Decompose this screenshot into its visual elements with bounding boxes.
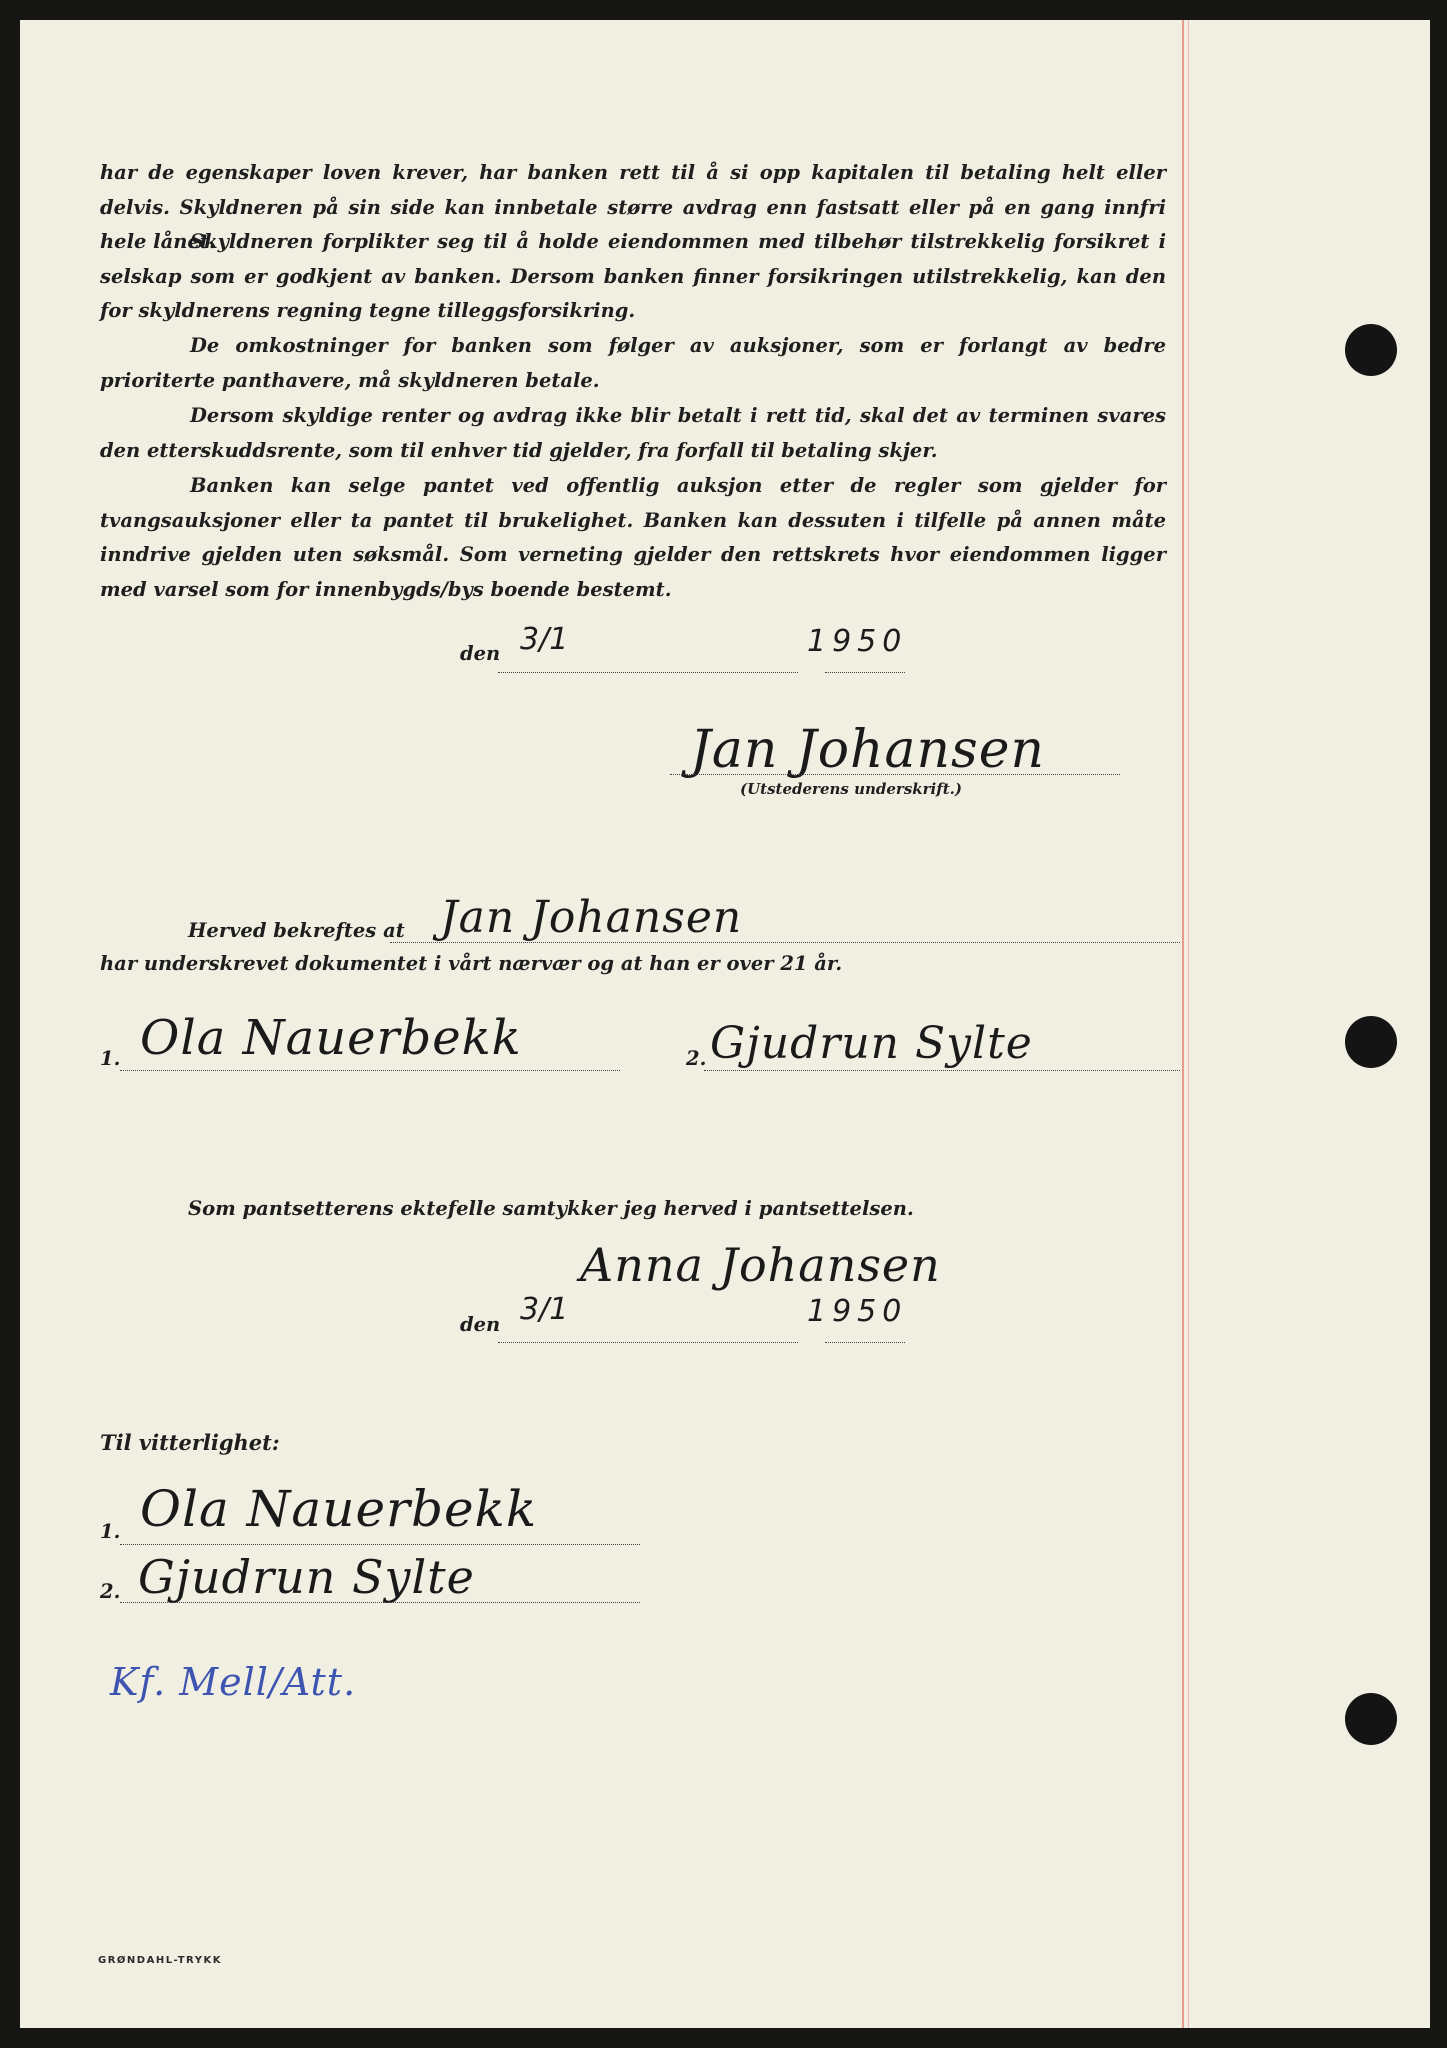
paragraph-costs: De omkostninger for banken som følger av auksjoner, som er forlangt av bedre prioriterte panthavere, må skyldneren betale. bbox=[100, 334, 1166, 392]
confirmation-name: Jan Johansen bbox=[440, 892, 743, 943]
date-dotline bbox=[498, 672, 798, 673]
date2-dotline bbox=[498, 1342, 798, 1343]
date-year: 1950 bbox=[807, 624, 908, 659]
paragraph-insurance: Skyldneren forplikter seg til å holde eiendommen med tilbehør tilstrekkelig forsikret i selskap som er godkjent av banken. Dersom banken finner forsikringen utilstrekkelig, kan den for skyldnerens regning tegne tilleggsforsikring. bbox=[100, 230, 1166, 322]
punch-hole-middle bbox=[1345, 1016, 1397, 1068]
issuer-signature: Jan Johansen bbox=[690, 720, 1045, 780]
year2-dotline bbox=[825, 1342, 905, 1343]
confirmation-prefix: Herved bekreftes at bbox=[188, 919, 405, 942]
attest-label: Til vitterlighet: bbox=[100, 1430, 280, 1455]
paragraph-auction: Banken kan selge pantet ved offentlig auksjon etter de regler som gjelder for tvangsauksjoner eller ta pantet til brukelighet. Banken kan dessuten i tilfelle på annen måte inndrive gjelden uten søksmål. Som verneting gjelder den rettskrets hvor eiendommen ligger med varsel som for innenbygds/bys boende bestemt. bbox=[100, 474, 1166, 601]
spouse-consent-text: Som pantsetterens ektefelle samtykker jeg herved i pantsettelsen. bbox=[188, 1197, 914, 1220]
date-label: den bbox=[460, 642, 501, 665]
margin-line-inner bbox=[1188, 20, 1189, 2028]
witness-1-dotline bbox=[120, 1070, 620, 1071]
document-page bbox=[20, 20, 1430, 2028]
date-day: 3/1 bbox=[520, 622, 569, 657]
attest-1-signature: Ola Nauerbekk bbox=[140, 1480, 538, 1538]
witness-1-signature: Ola Nauerbekk bbox=[140, 1010, 522, 1066]
date2-year: 1950 bbox=[807, 1294, 908, 1329]
paragraph-interest: Dersom skyldige renter og avdrag ikke blir betalt i rett tid, skal det av terminen svares den etterskuddsrente, som til enhver tid gjelder, fra forfall til betaling skjer. bbox=[100, 404, 1166, 462]
paragraph-termination: har de egenskaper loven krever, har banken rett til å si opp kapitalen til betaling helt eller delvis. Skyldneren på sin side kan innbetale større avdrag enn fastsatt eller på en gang innfri hele lånet. bbox=[100, 161, 1166, 253]
witness-2-number: 2. bbox=[686, 1047, 707, 1070]
issuer-caption: (Utstederens underskrift.) bbox=[740, 780, 962, 798]
registry-note: Kf. Mell/Att. bbox=[110, 1660, 357, 1704]
witness-1-number: 1. bbox=[100, 1047, 121, 1070]
issuer-signature-line bbox=[670, 774, 1120, 775]
year-dotline bbox=[825, 672, 905, 673]
punch-hole-bottom bbox=[1345, 1693, 1397, 1745]
spouse-signature: Anna Johansen bbox=[580, 1238, 941, 1292]
printer-mark: GRØNDAHL-TRYKK bbox=[98, 1955, 222, 1966]
witness-2-dotline bbox=[704, 1070, 1180, 1071]
attest-1-number: 1. bbox=[100, 1520, 121, 1543]
attest-2-dotline bbox=[120, 1602, 640, 1603]
attest-1-dotline bbox=[120, 1544, 640, 1545]
witness-2-signature: Gjudrun Sylte bbox=[710, 1018, 1033, 1069]
date2-label: den bbox=[460, 1313, 501, 1336]
margin-line bbox=[1182, 20, 1184, 2028]
confirmation-text: har underskrevet dokumentet i vårt nærvær og at han er over 21 år. bbox=[100, 952, 843, 975]
punch-hole-top bbox=[1345, 324, 1397, 376]
attest-2-number: 2. bbox=[100, 1580, 121, 1603]
attest-2-signature: Gjudrun Sylte bbox=[138, 1550, 475, 1604]
confirmation-dotline bbox=[390, 942, 1180, 943]
date2-day: 3/1 bbox=[520, 1292, 569, 1327]
